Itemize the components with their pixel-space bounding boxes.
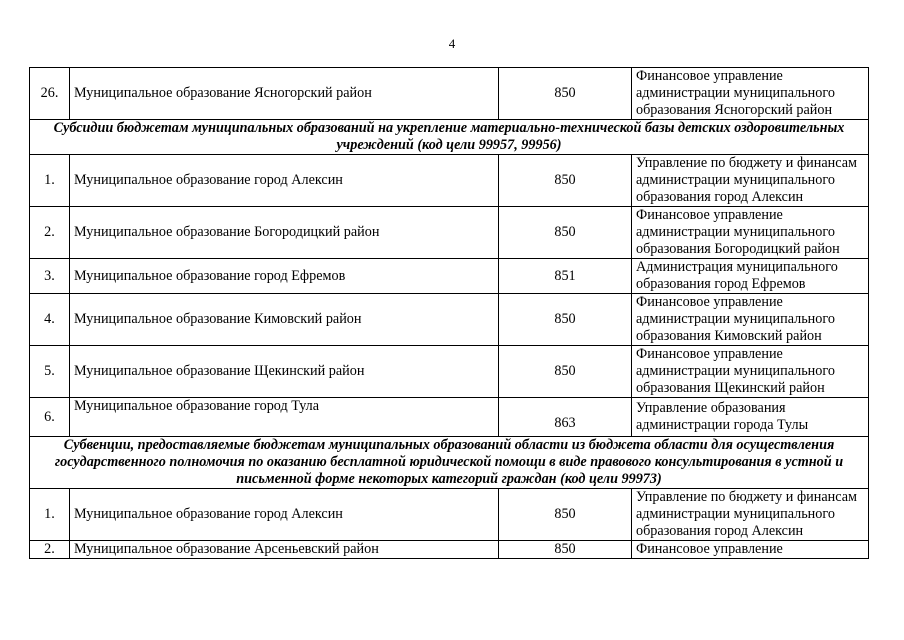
row-number: 1.: [30, 155, 70, 207]
row-number: 2.: [30, 541, 70, 559]
row-number: 5.: [30, 346, 70, 398]
table-row: [30, 346, 869, 398]
table-row: [30, 68, 869, 120]
budget-code: 850: [499, 294, 632, 346]
allocation-table: [29, 67, 869, 559]
municipality-name: Муниципальное образование город Алексин: [70, 489, 499, 541]
section-header-row: [30, 120, 869, 155]
section-title-subsidies: Субсидии бюджетам муниципальных образований на укрепление материально-технической базы детских оздоровительных учреждений (код цели 99957, 99956): [30, 120, 869, 155]
budget-code: 850: [499, 155, 632, 207]
row-number: 2.: [30, 207, 70, 259]
row-number: 1.: [30, 489, 70, 541]
row-number: 3.: [30, 259, 70, 294]
table-row: [30, 259, 869, 294]
budget-code: 851: [499, 259, 632, 294]
row-number: 26.: [30, 68, 70, 120]
municipality-name: Муниципальное образование город Ефремов: [70, 259, 499, 294]
page-number: 4: [448, 36, 456, 51]
finance-authority: Финансовое управление администрации муниципального образования Ясногорский район: [632, 68, 869, 120]
finance-authority: Финансовое управление администрации муниципального образования Кимовский район: [632, 294, 869, 346]
row-number: 6.: [30, 398, 70, 437]
table-row: [30, 207, 869, 259]
section-header-row: [30, 437, 869, 489]
table-row: [30, 489, 869, 541]
municipality-name: Муниципальное образование город Тула: [70, 398, 499, 437]
budget-code: 850: [499, 541, 632, 559]
budget-code: 850: [499, 68, 632, 120]
finance-authority: Финансовое управление администрации муниципального образования Богородицкий район: [632, 207, 869, 259]
municipality-name: Муниципальное образование Арсеньевский район: [70, 541, 499, 559]
finance-authority: Финансовое управление администрации муниципального образования Щекинский район: [632, 346, 869, 398]
municipality-name: Муниципальное образование Щекинский район: [70, 346, 499, 398]
table-row: [30, 398, 869, 437]
finance-authority: Управление по бюджету и финансам администрации муниципального образования город Алексин: [632, 489, 869, 541]
finance-authority: Администрация муниципального образования город Ефремов: [632, 259, 869, 294]
municipality-name: Муниципальное образование Богородицкий район: [70, 207, 499, 259]
municipality-name: Муниципальное образование Кимовский район: [70, 294, 499, 346]
table-row: [30, 541, 869, 559]
finance-authority: Финансовое управление: [632, 541, 869, 559]
budget-code: 850: [499, 346, 632, 398]
budget-code: 850: [499, 489, 632, 541]
budget-code: 863: [499, 398, 632, 437]
table-row: [30, 294, 869, 346]
municipality-name: Муниципальное образование город Алексин: [70, 155, 499, 207]
finance-authority: Управление образования администрации города Тулы: [632, 398, 869, 437]
municipality-name: Муниципальное образование Ясногорский район: [70, 68, 499, 120]
table-row: [30, 155, 869, 207]
section-title-subventions: Субвенции, предоставляемые бюджетам муниципальных образований области из бюджета области для осуществления государственного полномочия по оказанию бесплатной юридической помощи в виде правового консультирования в устной и письменной форме некоторых категорий граждан (код цели 99973): [30, 437, 869, 489]
finance-authority: Управление по бюджету и финансам администрации муниципального образования город Алексин: [632, 155, 869, 207]
row-number: 4.: [30, 294, 70, 346]
budget-code: 850: [499, 207, 632, 259]
